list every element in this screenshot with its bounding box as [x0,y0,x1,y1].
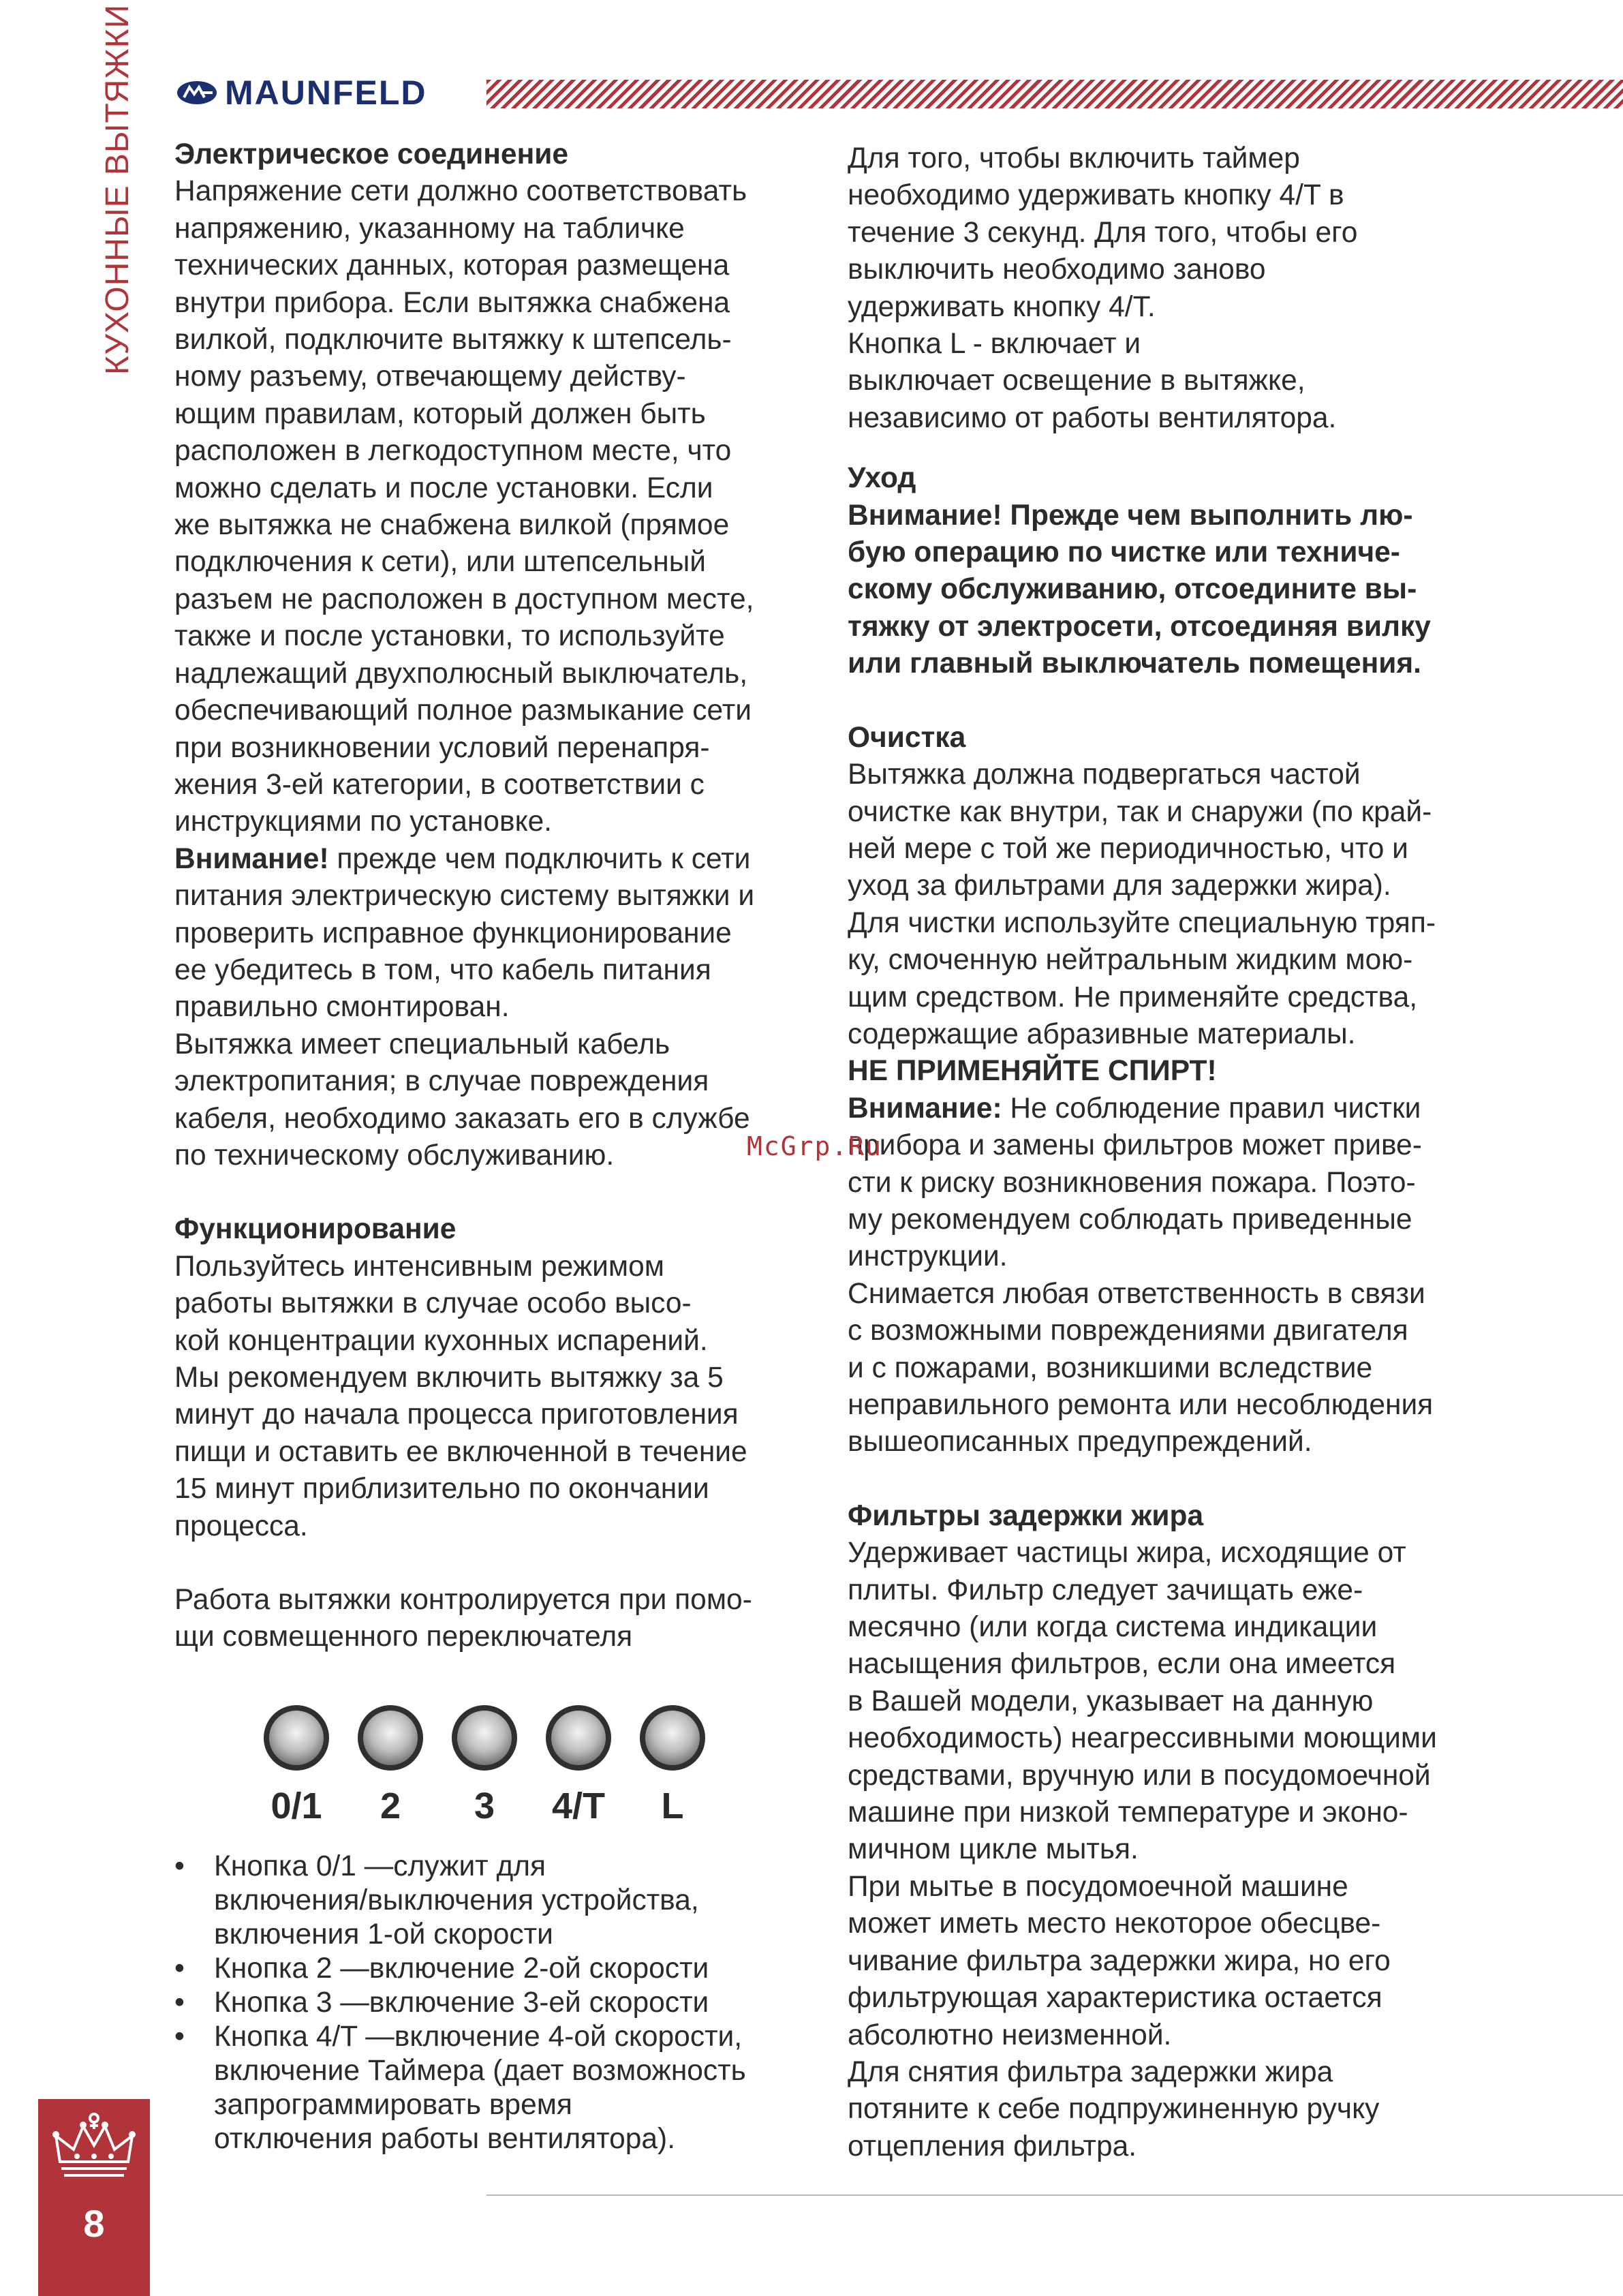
knob-button-icon [358,1705,423,1771]
section-title-electrical: Электрическое соединение [174,138,569,170]
text-line: плиты. Фильтр следует зачищать еже- [848,1574,1363,1606]
list-item-continuation: включения/выключения устройства, [214,1884,699,1916]
text-line: Работа вытяжки контролируется при помо- [174,1584,752,1617]
section-title-operation: Функционирование [174,1213,457,1246]
list-item-continuation: включение Таймера (дает возможность [214,2054,746,2087]
control-panel-illustration [249,1705,720,1826]
text-line: же вытяжка не снабжена вилкой (прямое [174,509,730,542]
text-line: при возникновении условий перенапря- [174,731,710,764]
text-line: чивание фильтра задержки жира, но его [848,1944,1391,1977]
text-line: Напряжение сети должно соответствовать [174,175,747,208]
text-line: прибора и замены фильтров может приве- [848,1129,1422,1162]
bullet-icon: • [174,2020,185,2053]
text-line: необходимо удерживать кнопку 4/T в [848,179,1344,212]
list-item-continuation: включения 1-ой скорости [214,1918,553,1950]
text-line: правильно смонтирован. [174,991,510,1024]
text-line: проверить исправное функционирование [174,917,732,949]
text-line: надлежащий двухполюсный выключатель, [174,657,748,690]
text-line: Пользуйтесь интенсивным режимом [174,1250,664,1283]
list-item: • Кнопка 3 —включение 3-ей скорости [174,1986,709,2019]
text-line: мичном цикле мытья. [848,1833,1139,1866]
watermark-text: McGrp.Ru [747,1131,883,1161]
electrical-text [174,173,808,840]
text-line: Кнопка L - включает и [848,328,1141,361]
text-line: инструкции. [848,1240,1008,1273]
attention-first-text: Не соблюдение правил чистки [1002,1092,1421,1124]
bullet-icon: • [174,1952,185,1985]
text-line: технических данных, которая размещена [174,249,730,282]
knob-item [531,1705,625,1826]
section-title-cleaning: Очистка [848,721,966,754]
brand-logo-icon [176,79,218,106]
brand-name: MAUNFELD [225,74,427,112]
knob-item [249,1705,343,1826]
text-line: подключения к сети), или штепсельный [174,546,706,579]
text-line: можно сделать и после установки. Если [174,472,713,504]
text-line: ней мере с той же периодичностью, что и [848,832,1408,865]
text-line: вилкой, подключите вытяжку к штепсель- [174,324,732,356]
knob-label: 3 [474,1785,495,1826]
warning-first-line [174,841,808,878]
text-line: Для снятия фильтра задержки жира [848,2055,1333,2088]
knob-button-icon [546,1705,611,1771]
text-line: инструкциями по установке. [174,806,553,838]
text-line: Мы рекомендуем включить вытяжку за 5 [174,1362,724,1394]
text-line: по техническому обслуживанию. [174,1139,615,1172]
text-line: 15 минут приблизительно по окончании [174,1473,709,1505]
text-line: содержащие абразивные материалы. [848,1017,1356,1050]
text-line: удерживать кнопку 4/T. [848,290,1156,323]
text-line: ку, смоченную нейтральным жидким мою- [848,944,1413,977]
text-line: напряжению, указанному на табличке [174,212,685,245]
knob-item [437,1705,531,1826]
knob-button-icon [264,1705,329,1771]
attention-label: Внимание: [848,1092,1002,1124]
text-line: выключить необходимо заново [848,254,1266,286]
sidebar-category-label: КУХОННЫЕ ВЫТЯЖКИ [99,3,136,375]
section-title-care: Уход [848,462,916,495]
text-line: ее убедитесь в том, что кабель питания [174,953,711,986]
text-line: может иметь место некоторое обесцве- [848,1908,1381,1940]
knob-label: L [661,1785,684,1826]
knob-item [343,1705,437,1826]
text-line: Вытяжка должна подвергаться частой [848,759,1361,791]
text-line: средствами, вручную или в посудомоечной [848,1759,1431,1792]
text-line: в Вашей модели, указывает на данную [848,1685,1374,1717]
text-line: потяните к себе подпружиненную ручку [848,2093,1380,2126]
text-line: кой концентрации кухонных испарений. [174,1324,708,1357]
text-line: щим средством. Не применяйте средства, [848,981,1418,1013]
text-line: насыщения фильтров, если она имеется [848,1648,1396,1681]
attention-first-line [848,1090,1481,1127]
text-line: процесса. [174,1510,308,1542]
text-line: вышеописанных предупреждений. [848,1426,1312,1458]
text-line: с возможными повреждениями двигателя [848,1315,1408,1347]
list-item: • Кнопка 0/1 —служит для [174,1850,546,1882]
header-hatch-band [486,80,1623,108]
warning-line: или главный выключатель помещения. [848,647,1421,680]
warning-line: скому обслуживанию, отсоедините вы- [848,573,1417,606]
text-line: минут до начала процесса приготовления [174,1398,739,1431]
text-line: ющим правилам, который должен быть [174,397,706,430]
text-line: Вытяжка имеет специальный кабель [174,1028,670,1060]
text-line: сти к риску возникновения пожара. Поэто- [848,1166,1416,1199]
page-number-tab [38,2099,150,2296]
text-line: неправильного ремонта или несоблюдения [848,1389,1434,1421]
knob-item [625,1705,720,1826]
list-item: • Кнопка 4/T —включение 4-ой скорости, [174,2020,743,2053]
warning-first-text: прежде чем подключить к сети [328,842,751,875]
text-line: ному разъему, отвечающему действу- [174,361,686,393]
text-line: разъем не расположен в доступном месте, [174,583,754,615]
knob-button-icon [640,1705,705,1771]
text-line: пищи и оставить ее включенной в течение [174,1435,747,1468]
left-column [174,136,808,2156]
text-line: очистке как внутри, так и снаружи (по край- [848,795,1432,828]
list-item-continuation: отключения работы вентилятора). [214,2122,676,2155]
text-line: При мытье в посудомоечной машине [848,1870,1348,1903]
text-line: машине при низкой температуре и эконо- [848,1796,1408,1829]
text-line: Для того, чтобы включить таймер [848,142,1300,174]
knob-label: 2 [380,1785,401,1826]
knob-button-icon [452,1705,517,1771]
text-line: месячно (или когда система индикации [848,1611,1378,1644]
list-item: • Кнопка 2 —включение 2-ой скорости [174,1952,709,1985]
bullet-icon: • [174,1850,185,1882]
text-line: кабеля, необходимо заказать его в службе [174,1102,750,1135]
knob-label: 0/1 [270,1785,322,1826]
warning-line: бую операцию по чистке или техниче- [848,536,1400,569]
brand-logo [176,74,427,112]
section-title-grease-filters: Фильтры задержки жира [848,1499,1204,1532]
text-line: работы вытяжки в случае особо высо- [174,1287,692,1320]
text-line: уход за фильтрами для задержки жира). [848,870,1391,902]
text-line: питания электрическую систему вытяжки и [174,880,755,913]
footer-rule [486,2194,1623,2196]
text-line: фильтрующая характеристика остается [848,1982,1382,2015]
warning-line: Внимание! Прежде чем выполнить лю- [848,499,1413,532]
page-number: 8 [83,2202,105,2245]
text-line: внутри прибора. Если вытяжка снабжена [174,286,730,319]
warning-label: Внимание! [174,842,329,875]
text-line: выключает освещение в вытяжке, [848,365,1305,397]
text-line: отцепления фильтра. [848,2130,1137,2162]
text-line: и с пожарами, возникшими вследствие [848,1351,1373,1384]
knob-label: 4/T [551,1785,606,1826]
crown-icon [46,2109,142,2185]
warning-line: тяжку от электросети, отсоединяя вилку [848,610,1431,643]
bullet-icon: • [174,1986,185,2019]
text-line: необходимость) неагрессивными моющими [848,1722,1437,1755]
button-description-list [174,1850,808,2156]
text-line: обеспечивающий полное размыкание сети [174,694,752,727]
text-line: течение 3 секунд. Для того, чтобы его [848,216,1358,249]
text-line: Удерживает частицы жира, исходящие от [848,1537,1406,1570]
text-line: Снимается любая ответственность в связи [848,1277,1425,1310]
text-line: жения 3-ей категории, в соответствии с [174,768,705,801]
text-line: также и после установки, то используйте [174,620,725,653]
text-line: му рекомендуем соблюдать приведенные [848,1203,1412,1236]
text-line: Для чистки используйте специальную тряп- [848,906,1436,939]
text-line: независимо от работы вентилятора. [848,401,1337,434]
text-line: щи совмещенного переключателя [174,1621,633,1653]
text-line: абсолютно неизменной. [848,2019,1172,2051]
list-item-continuation: запрограммировать время [214,2088,572,2121]
no-alcohol-warning: НЕ ПРИМЕНЯЙТЕ СПИРТ! [848,1055,1217,1088]
right-column [848,140,1481,2165]
text-line: электропитания; в случае повреждения [174,1065,709,1098]
text-line: расположен в легкодоступном месте, что [174,435,732,468]
